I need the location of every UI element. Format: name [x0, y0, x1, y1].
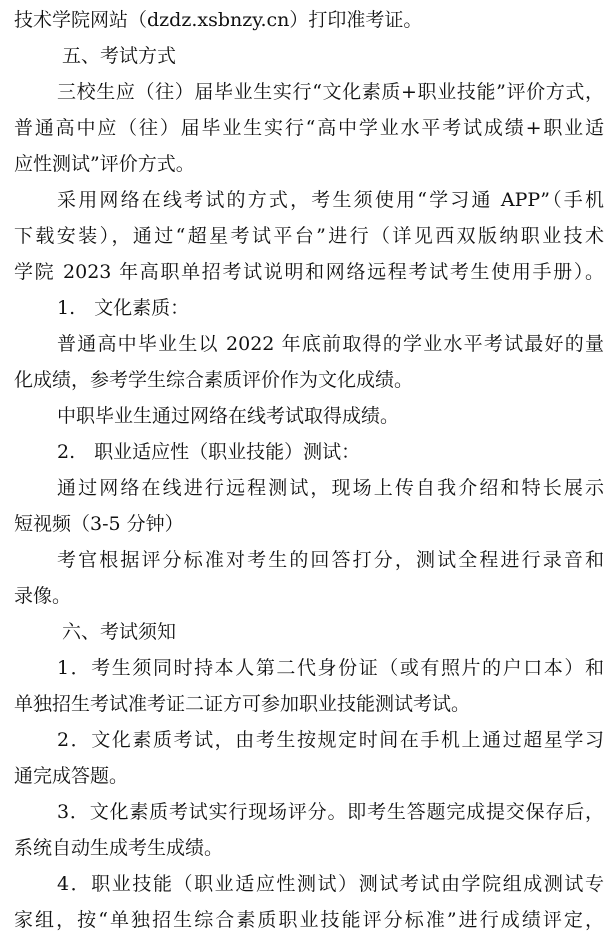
- text-line: 化成绩，参考学生综合素质评价作为文化成绩。: [14, 369, 414, 391]
- list-item-text: 4．职业技能（职业适应性测试）测试考试由学院组成测试专: [57, 873, 604, 895]
- section-heading: 五、考试方式: [62, 45, 177, 67]
- text-line: 普通高中应（往）届毕业生实行“高中学业水平考试成绩+职业适: [14, 117, 604, 139]
- text-line: 采用网络在线考试的方式，考生须使用“学习通 APP”（手机: [57, 189, 604, 211]
- list-item-text: 3．文化素质考试实行现场评分。即考生答题完成提交保存后，: [57, 801, 604, 823]
- numbered-heading: 2. 职业适应性（职业技能）测试：: [57, 441, 361, 463]
- text-line: 三校生应（往）届毕业生实行“文化素质+职业技能”评价方式，: [57, 81, 604, 103]
- text-line: 单独招生考试准考证二证方可参加职业技能测试考试。: [14, 693, 471, 715]
- text-line: 通完成答题。: [14, 765, 129, 787]
- list-item-text: 1．考生须同时持本人第二代身份证（或有照片的户口本）和: [57, 657, 604, 679]
- text-line: 学院 2023 年高职单招考试说明和网络远程考试考生使用手册）。: [14, 261, 604, 283]
- text-line: 中职毕业生通过网络在线考试取得成绩。: [57, 405, 400, 427]
- list-item-text: 2．文化素质考试，由考生按规定时间在手机上通过超星学习: [57, 729, 604, 751]
- text-line: 家组，按“单独招生综合素质职业技能评分标准”进行成绩评定，: [14, 909, 604, 931]
- text-line: 通过网络在线进行远程测试，现场上传自我介绍和特长展示: [57, 477, 604, 499]
- text-line: 录像。: [14, 585, 72, 607]
- text-line: 系统自动生成考生成绩。: [14, 837, 224, 859]
- text-line: 普通高中毕业生以 2022 年底前取得的学业水平考试最好的量: [57, 333, 604, 355]
- text-line: 下载安装），通过“超星考试平台”进行（详见西双版纳职业技术: [14, 225, 604, 247]
- text-line: 应性测试”评价方式。: [14, 153, 195, 175]
- text-line: 短视频（3-5 分钟）: [14, 513, 184, 535]
- text-line: 考官根据评分标准对考生的回答打分，测试全程进行录音和: [57, 549, 604, 571]
- numbered-heading: 1. 文化素质：: [57, 297, 190, 319]
- section-heading: 六、考试须知: [62, 621, 177, 643]
- text-line: 技术学院网站（dzdz.xsbnzy.cn）打印准考证。: [14, 9, 423, 31]
